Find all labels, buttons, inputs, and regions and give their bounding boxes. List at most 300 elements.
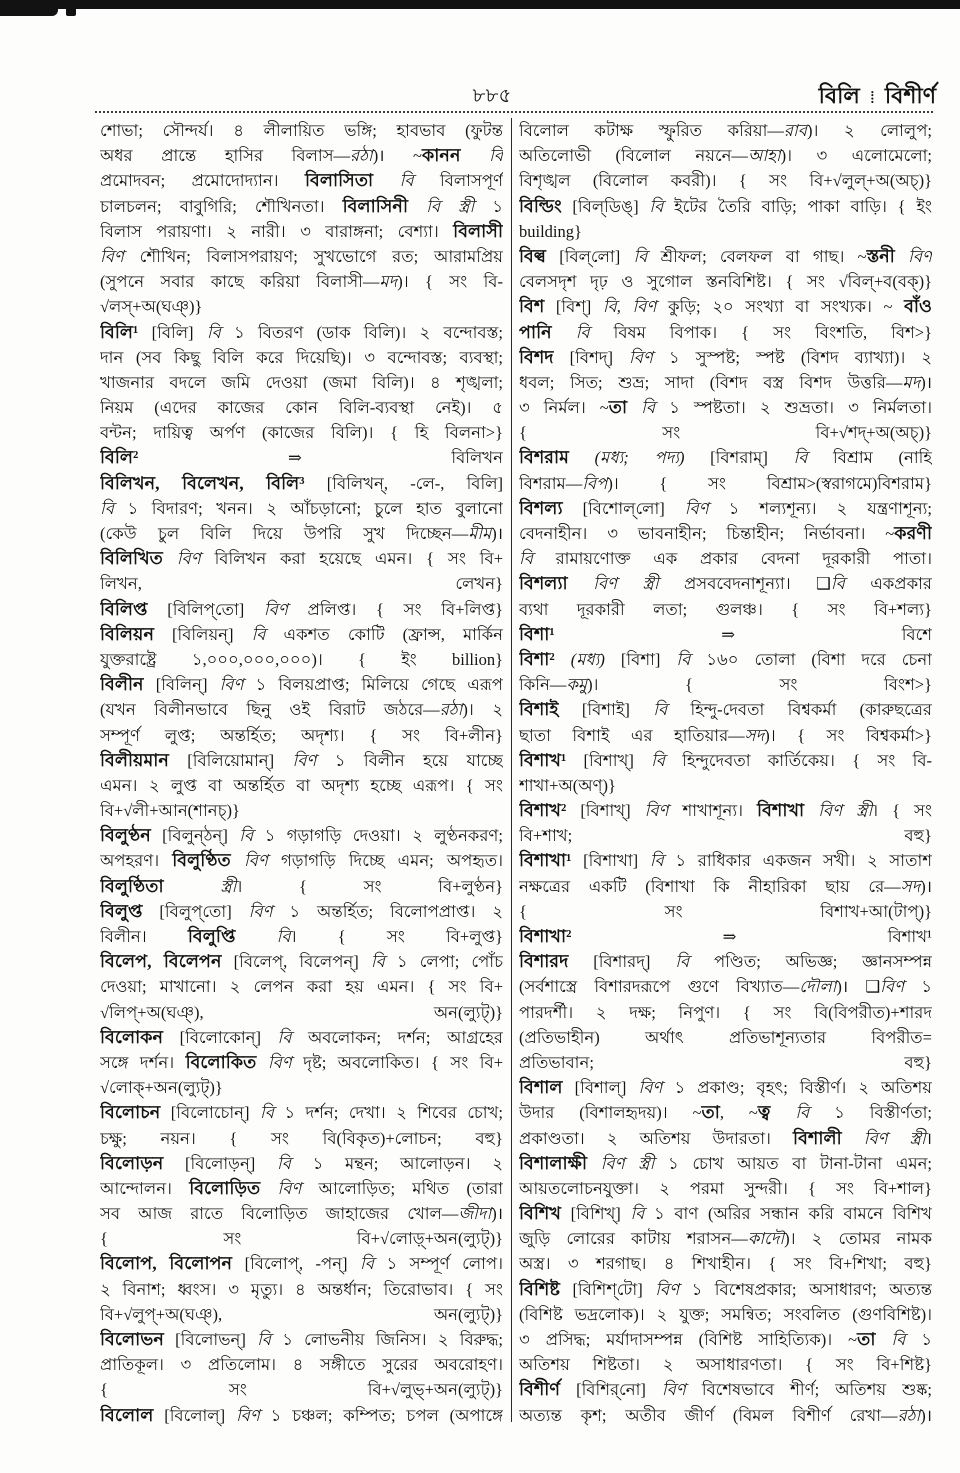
dict-line [100, 345, 503, 370]
headword: স্তনী [866, 245, 895, 266]
definition-text: প্রকাণ্ডতা। ২ অতিশয় উদারতা। [519, 1128, 794, 1148]
definition-text: দৃষ্ট; অবলোকিত। { সং বি+ [291, 1052, 503, 1072]
headword: বিশাখা² [519, 926, 572, 946]
dict-line [100, 1302, 503, 1327]
definition-text: [বিলুন্‌ঠন্‌] [150, 826, 240, 846]
dict-line [519, 294, 932, 319]
definition-text: ১ প্রকাণ্ড; বৃহৎ; বিস্তীর্ণ। ২ অতিশয় [662, 1078, 932, 1098]
dict-line [100, 571, 503, 596]
definition-text: ১ শল্যশূন্য। ২ যন্ত্রণাশূন্য; [708, 498, 932, 518]
dict-line [100, 1025, 503, 1050]
headword: বিশিষ্ট [519, 1278, 560, 1299]
dict-line [100, 1151, 503, 1176]
definition-text: [বিশির্‌নো] [560, 1380, 662, 1400]
definition-text [555, 650, 571, 669]
grammar-label: রঠা [439, 700, 463, 720]
definition-text: ⇒ বিশাখ¹ [571, 927, 932, 946]
dict-line [519, 345, 932, 370]
definition-text: ১ বিলীন হয়ে যাচ্ছে [316, 750, 503, 770]
dict-line [519, 924, 932, 949]
grammar-label: রঠা [350, 146, 373, 166]
definition-text [842, 1129, 864, 1148]
definition-text [895, 247, 908, 266]
headword: বিশল্যা [519, 573, 568, 594]
definition-text: । [925, 1128, 932, 1148]
guide-separator: ⁞ [869, 87, 875, 107]
dict-line [100, 949, 503, 974]
dict-line [519, 269, 932, 294]
definition-text: উদার (বিশালহৃদয়)। ~ [519, 1103, 702, 1123]
dict-line [100, 244, 503, 269]
definition-text [235, 927, 276, 946]
grammar-label: বি [675, 952, 690, 972]
definition-text: বি+√লুপ্‌+অ(ঘঞ্‌), অন(ল্যুট্‌)} [100, 1304, 503, 1324]
definition-text: প্রমোদবন; প্রমোদোদ্যান। [100, 171, 305, 191]
grammar-label: বি [633, 246, 648, 266]
dict-line [519, 1377, 932, 1402]
grammar-label: বি [399, 171, 414, 191]
dict-line [100, 1403, 503, 1428]
definition-text: অত্যন্ত কৃশ; অতীব জীর্ণ (বিমল বিশীর্ণ রেখা— [519, 1405, 898, 1425]
definition-text: গড়াগড়ি দিচ্ছে এমন; অপহৃত। [267, 851, 503, 871]
dict-line [519, 420, 932, 445]
dict-line [100, 1126, 503, 1151]
definition-text: এমন। ২ লুপ্ত বা অন্তর্হিত বা অদৃশ্য হচ্ছে এরূপ। { সং [100, 775, 503, 795]
scan-speck [66, 6, 76, 16]
dict-line [519, 320, 932, 345]
headword: বিশালী [793, 1127, 842, 1148]
scan-edge [0, 0, 960, 9]
definition-text: ১ রাধিকার একজন সখী। ২ সাতাশ [663, 851, 932, 871]
definition-text: [বিশাল্‌] [562, 1078, 639, 1098]
definition-text: [বিশিশ্‌টো] [559, 1279, 656, 1299]
definition-text: )। [920, 1405, 932, 1425]
dict-line [519, 1075, 932, 1100]
left-column [100, 118, 503, 1428]
dict-line [519, 1176, 932, 1201]
definition-text: [বিলিপ্‌তো] [147, 599, 264, 619]
grammar-label: বি [259, 1103, 274, 1123]
headword: কানন [421, 145, 461, 166]
grammar-label: মদ [379, 272, 398, 292]
headword: বিশাখ¹ [519, 749, 567, 770]
definition-text: বি+শাখ; বহু} [519, 826, 932, 846]
dict-line [519, 748, 932, 773]
headword: বিশা¹ [519, 623, 555, 644]
dict-line [519, 848, 932, 873]
definition-text: একশত কোটি (ফ্রান্স, মার্কিন [265, 624, 503, 644]
grammar-label: বিণ [243, 851, 268, 871]
dict-line [100, 597, 503, 622]
headword: তা [857, 1329, 876, 1349]
grammar-label: বিণ [263, 599, 288, 619]
dict-line [519, 445, 932, 470]
dict-line [100, 798, 503, 823]
definition-text: [বিশিখ্‌] [560, 1204, 631, 1224]
dict-line [100, 168, 503, 193]
definition-text: [বিশাই] [558, 700, 654, 720]
definition-text: [বিশাখ্‌] [566, 750, 652, 770]
definition-text: বন্টন; দায়িত্ব অর্পণ (কাজের বিলি)। { হি বিলনা>} [100, 423, 503, 443]
grammar-label: বি [277, 1153, 291, 1173]
dict-line [100, 445, 503, 470]
definition-text: । { সং বি+লুণ্ঠন} [236, 876, 503, 896]
definition-text: অধর প্রান্তে হাসির বিলাস— [100, 146, 351, 166]
grammar-label: সদ [900, 876, 921, 896]
definition-text: বিলিখন করা হয়েছে এমন। { সং বি+ [200, 549, 503, 569]
grammar-label: বিণ [684, 498, 709, 518]
definition-text: (সর্বশাস্ত্রে বিশারদরূপে গুণে বিখ্যাত— [519, 977, 800, 997]
definition-text: প্রলিপ্ত। { সং বি+লিপ্ত} [287, 599, 503, 619]
definition-text [804, 801, 818, 820]
definition-text: হিন্দু-দেবতা বিশ্বকর্মা (কারুছত্রের [667, 700, 932, 720]
definition-text: [বিলি] [138, 322, 207, 342]
definition-text: { সং বিশাখ+আ(টাপ্‌)} [519, 901, 932, 921]
definition-text: [বিশোল্‌লো] [562, 498, 685, 518]
grammar-label: বিণ [235, 1405, 260, 1425]
headword: করণী [894, 523, 932, 543]
grammar-label: বিপ [582, 473, 608, 493]
grammar-label: বি [649, 851, 664, 871]
grammar-label: বিণ [248, 901, 273, 921]
headword: বিলুণ্ঠিত [172, 850, 231, 871]
definition-text: (কেউ চুল বিলি দিয়ে উপরি সুখ দিচ্ছেন— [100, 524, 469, 543]
definition-text [587, 1154, 601, 1173]
dict-line [519, 471, 932, 496]
definition-text: আয়তলোচনযুক্তা। ২ পরমা সুন্দরী। { সং বি+শাল} [519, 1178, 932, 1198]
definition-text: শৌখিন; বিলাসপরায়ণ; সুখভোগে রত; আরামপ্রিয় [123, 246, 503, 266]
grammar-label: বি [795, 1103, 810, 1123]
definition-text: অস্ত্র। ৩ শরগাছ। ৪ শিখাহীন। { সং বি+শিখা; বহু} [519, 1254, 932, 1274]
dict-line [100, 1100, 503, 1125]
definition-text: ১ বিলয়প্রাপ্ত; মিলিয়ে গেছে এরূপ [243, 675, 503, 695]
headword: বিল্ব [519, 245, 546, 266]
definition-text: বিশেষভাবে শীর্ণ; অতিশয় শুষ্ক; [685, 1380, 932, 1400]
headword: তা [701, 1102, 720, 1123]
definition-text [569, 448, 595, 467]
definition-text: বিশ্রাম (নাহি [807, 448, 932, 468]
definition-text: )। { সং বিশ্বকর্মা>} [764, 725, 932, 745]
definition-text: ১ চঞ্চল; কম্পিত; চপল (অপাঙ্গে [259, 1405, 503, 1425]
definition-text: কুড়ি; ২০ সংখ্যা বা সংখ্যক। ~ [656, 297, 905, 317]
dict-line [100, 194, 503, 219]
headword: বিশাখা [757, 800, 805, 821]
dict-line [100, 924, 503, 949]
definition-text: রামায়ণোক্ত এক প্রকার বেদনা দূরকারী পাতা। [532, 549, 932, 569]
dict-line [100, 420, 503, 445]
guide-word-last: বিশীর্ণ [884, 83, 936, 108]
definition-text [552, 323, 576, 342]
definition-text: )। ২ লোলুপ; [806, 121, 932, 140]
definition-text: ৩ প্রসিদ্ধ; মর্যাদাসম্পন্ন (বিশিষ্ট সাহিত্যিক)। ~ [519, 1330, 858, 1349]
grammar-label: বি [575, 322, 590, 342]
definition-text [627, 398, 641, 417]
scan-edge-corner [0, 0, 58, 16]
headword: বিশরাম [519, 447, 569, 468]
definition-text: । { সং [872, 801, 932, 821]
definition-text: বিলাসপূর্ণ [413, 171, 503, 191]
dict-line [100, 1327, 503, 1352]
definition-text: [বিলোল্‌] [153, 1405, 236, 1425]
dict-line [519, 244, 932, 269]
definition-text: )। ৩ এলোমেলো; [780, 146, 932, 166]
definition-text: , ~ [719, 1103, 758, 1123]
dict-line [519, 723, 932, 748]
definition-text [373, 171, 399, 190]
definition-text: দান (সব কিছু বিলি করে দিয়েছি)। ৩ বন্দোবস্ত; ব্যবস্থা; [100, 347, 503, 367]
grammar-label: স্ত্রী [220, 876, 237, 896]
dict-line [100, 219, 503, 244]
definition-text: )। ২ [462, 700, 503, 720]
definition-text: অপহরণ। [100, 851, 173, 871]
definition-text: সঙ্গে দর্শন। [100, 1052, 186, 1072]
grammar-label: বিণ [267, 1052, 292, 1072]
definition-text: বিলাস পরায়ণা। ২ নারী। ৩ বারাঙ্গনা; বেশ্যা। [100, 221, 454, 241]
dict-line [100, 1277, 503, 1302]
definition-text: [বিলিন্‌] [143, 675, 220, 695]
grammar-label: বি [489, 146, 503, 166]
definition-text [408, 197, 426, 216]
dict-line [519, 1302, 932, 1327]
dict-line [519, 194, 932, 219]
definition-text: [বিলোভন্‌] [163, 1330, 258, 1349]
definition-text: { সং বি+√লোড়্‌+অন(ল্যুট্‌)} [100, 1229, 503, 1249]
grammar-label: বিণ [638, 1078, 663, 1098]
definition-text: [বিলিখন্‌, -লে-, বিলি] [304, 473, 503, 493]
headword: পানি [519, 321, 552, 342]
definition-text: পণ্ডিত; অভিজ্ঞ; জ্ঞানসম্পন্ন [689, 952, 932, 972]
definition-text [568, 574, 593, 593]
grammar-label: বিণ [628, 347, 653, 367]
dict-line [100, 1377, 503, 1402]
definition-text: ১৬০ তোলা (বিশা দরে চেনা [690, 649, 932, 669]
dict-line [100, 1352, 503, 1377]
dict-line [519, 546, 932, 571]
definition-text: ১ বিদারণ; খনন। ২ আঁচড়ানো; চুলে হাত বুলানো [113, 498, 503, 518]
definition-text: [বিলোড়ন্‌] [163, 1153, 277, 1173]
definition-text: শাখা+অ(অণ্‌)} [519, 775, 616, 795]
dict-line [519, 1151, 932, 1176]
dict-line [100, 1075, 503, 1100]
definition-text: সব আজ রাতে বিলোড়িত জাহাজের খোল— [100, 1204, 459, 1224]
headword: বিলিয়ন [100, 623, 154, 644]
definition-text [231, 851, 244, 870]
definition-text [163, 549, 177, 568]
headword: বিলোকিত [185, 1051, 257, 1072]
headword: বিশীর্ণ [519, 1379, 561, 1400]
dict-line [519, 395, 932, 420]
grammar-label: মীম [468, 524, 492, 543]
dict-line [100, 748, 503, 773]
headword: বিলীন [100, 674, 144, 695]
definition-text: [বিলেপ্‌, বিলেপন্‌] [221, 952, 371, 972]
definition-text: { সং বি+√লুভ্‌+অন(ল্যুট্‌)} [100, 1380, 503, 1400]
grammar-label: বি [519, 549, 533, 569]
definition-text: কিনি— [519, 675, 567, 695]
definition-text: শ্রীফল; বেলফল বা গাছ। ~ [647, 246, 867, 266]
headword: বিশাই [519, 699, 559, 720]
dict-line [519, 622, 932, 647]
definition-text: ইটের তৈরি বাড়ি; পাকা বাড়ি। { ইং [663, 196, 932, 216]
definition-text: হিন্দুদেবতা কার্তিকেয়। { সং বি- [664, 750, 932, 770]
dict-line [519, 1025, 932, 1050]
definition-text: [বিশারদ্‌] [568, 952, 676, 972]
definition-text: ⇒ বিশে [554, 624, 932, 644]
definition-text: ১ বিতরণ (ডাক বিলি)। ২ বন্দোবস্ত; [220, 322, 503, 342]
right-column [519, 118, 932, 1428]
grammar-label: বি [651, 750, 665, 770]
dict-line [519, 1201, 932, 1226]
dict-line [100, 899, 503, 924]
definition-text [164, 877, 221, 896]
headword: তা [608, 397, 628, 418]
definition-text: অবলোকন; দর্শন; আগ্রহের [291, 1027, 503, 1047]
definition-text: ⇒ বিলিখন [138, 448, 503, 468]
grammar-label: সদ [744, 725, 765, 745]
definition-text: প্রাতিকূল। ৩ প্রতিলোম। ৪ সঙ্গীতে সুরের অবরোহণ। [100, 1355, 503, 1375]
definition-text: )। { সং বি- [397, 272, 503, 292]
dict-line [519, 798, 932, 823]
headword: বিশাখ² [519, 800, 567, 821]
guide-word-first: বিলি [818, 83, 860, 108]
definition-text: বিলোল কটাক্ষ স্ফুরিত করিয়া— [519, 121, 784, 140]
definition-text: পারদর্শী। ২ দক্ষ; নিপুণ। { সং বি(বিপরীত)+শারদ [519, 1002, 932, 1022]
grammar-label: বিণ [908, 246, 932, 266]
definition-text: জুড়ি লোরের কাটায় শরাসন— [519, 1229, 748, 1249]
definition-text: [বিলোপ্‌, -পন্‌] [232, 1254, 361, 1274]
dict-line [519, 773, 932, 798]
dict-line [100, 1251, 503, 1276]
dict-line [100, 974, 503, 999]
dict-line [519, 1126, 932, 1151]
definition-text: [বিশদ্‌] [553, 347, 629, 367]
grammar-label: বি [257, 1330, 271, 1349]
dict-line [100, 874, 503, 899]
dict-line [100, 118, 503, 143]
dict-line [100, 647, 503, 672]
definition-text: [বিল্‌লো] [545, 246, 634, 266]
page-number: ৮৮৫ [472, 85, 512, 107]
dict-line [519, 219, 932, 244]
dict-line [519, 571, 932, 596]
headword: বিলি¹ [100, 321, 139, 342]
definition-text: ১ বাণ (অরির সন্ধান করি বামনে বিশিখ [644, 1204, 932, 1224]
definition-text: প্রসববেদনাশূন্যা। ❑ [658, 574, 831, 594]
headword: বিশাখা¹ [519, 850, 572, 871]
headword: বিলীয়মান [100, 749, 169, 770]
headword: বিলিখন, বিলেখন, বিলি³ [100, 472, 305, 493]
definition-text: খাজনার বদলে জমি দেওয়া (জমা বিলি)। ৪ শৃঙ্খলা; [100, 372, 503, 392]
dict-line [100, 848, 503, 873]
grammar-label: বি স্ত্রী [426, 196, 475, 216]
dict-line [519, 647, 932, 672]
definition-text: ১ মন্থন; আলোড়ন। ২ [290, 1153, 503, 1173]
definition-text: )। [920, 372, 932, 392]
dict-line [100, 622, 503, 647]
headword: বিশ [519, 296, 545, 317]
dict-line [519, 672, 932, 697]
definition-text: )। ~ [372, 146, 422, 166]
definition-text: { সং বি+√শদ্‌+অ(অচ্‌)} [519, 423, 932, 443]
grammar-label: বিণ [292, 750, 317, 770]
grammar-label: আহা [747, 146, 781, 166]
definition-text: ১ সুস্পষ্ট; স্পষ্ট (বিশদ ব্যাখ্যা)। ২ [652, 347, 932, 367]
definition-text: [বিলিয়ন্‌] [153, 624, 252, 644]
grammar-label: বিণ [644, 801, 669, 821]
grammar-label: বিণ স্ত্রী [600, 1153, 655, 1173]
definition-text [260, 1179, 277, 1198]
headword: বিলোকন [100, 1026, 164, 1047]
definition-text: )। { সং বিংশ>} [587, 675, 932, 695]
grammar-label: বি [276, 927, 291, 946]
dict-line [100, 521, 503, 546]
headword: বিলোচন [100, 1102, 161, 1123]
definition-text: ১ [474, 196, 503, 216]
dict-line [519, 1251, 932, 1276]
headword: বিলাসিনী [342, 195, 409, 216]
definition-text [256, 1053, 267, 1072]
guide-words [760, 82, 936, 111]
grammar-label: বিণ [661, 1380, 686, 1400]
definition-text: ১ স্পষ্টতা। ২ শুভ্রতা। ৩ নির্মলতা। [655, 398, 932, 418]
grammar-label: বি [277, 1027, 292, 1047]
definition-text: বিশৃঙ্খল (বিলোল কবরী)। { সং বি+√লুল্‌+অ(অচ্‌)} [519, 171, 932, 191]
dict-line [100, 546, 503, 571]
headword: বিলোড়িত [189, 1177, 261, 1198]
definition-text [461, 146, 490, 165]
definition-text: নিয়ম (এদের কাজের কোন বিলি-ব্যবস্থা নেই)। ৫ [100, 398, 503, 418]
definition-text: ১ গড়াগড়ি দেওয়া। ২ লুণ্ঠনকরণ; [253, 826, 503, 846]
definition-text: ১ লোভনীয় জিনিস। ২ বিরুদ্ধ; [270, 1330, 503, 1349]
dict-line [519, 1050, 932, 1075]
definition-text: building} [519, 221, 582, 241]
grammar-label: বিণ [655, 1279, 680, 1299]
headword: বিলুপ্তি [187, 926, 236, 946]
definition-text: [বিশাখা] [571, 851, 650, 871]
grammar-label: (মধ্য; পদ্য) [594, 448, 685, 468]
headword: বিল্ডিং [519, 195, 562, 216]
definition-text: অতিলোভী (বিলোল নয়নে— [519, 146, 748, 166]
definition-text: )। ২ তোমর নামক [784, 1229, 932, 1249]
definition-text: বিশরাম— [519, 473, 583, 493]
grammar-label: বি [360, 1254, 374, 1274]
grammar-label: বি [206, 322, 221, 342]
grammar-label: বি [793, 448, 808, 468]
dict-line [100, 294, 503, 319]
dict-line [100, 773, 503, 798]
grammar-label: বি [641, 398, 656, 418]
dict-line [100, 269, 503, 294]
definition-text: চালচলন; বাবুগিরি; শৌখিনতা। [100, 196, 343, 216]
definition-text: । { সং বি+লুপ্ত} [290, 927, 503, 946]
definition-text: ১ সম্পূর্ণ লোপ। [373, 1254, 503, 1274]
definition-text: শাখাশূন্য। [668, 801, 758, 821]
dict-line [519, 521, 932, 546]
definition-text: [বিল্‌ডিঙ্‌] [561, 196, 650, 216]
headword: বিশারদ [519, 951, 569, 972]
dict-line [100, 395, 503, 420]
definition-text: শোভা; সৌন্দর্য। ৪ লীলায়িত ভঙ্গি; হাবভাব (ফুটন্ত [100, 121, 503, 140]
definition-text: বেদনাহীন। ৩ ভাবনাহীন; চিন্তাহীন; নির্ভাবনা। ~ [519, 524, 895, 543]
grammar-label: বি [676, 649, 691, 669]
definition-text: ১ চোখ আয়ত বা টানা-টানা এমন; [654, 1153, 932, 1173]
definition-text: (যখন বিলীনভাবে ছিনু ওই বিরাট জঠরে— [100, 700, 440, 720]
grammar-label: বিণ [219, 675, 244, 695]
grammar-label: বি [891, 1330, 906, 1349]
grammar-label: কমু [566, 675, 588, 695]
headword: বিলোল [100, 1404, 154, 1425]
definition-text: ধবল; সিত; শুভ্র; সাদা (বিশদ বস্ত্র বিশদ উত্তরি— [519, 372, 903, 392]
